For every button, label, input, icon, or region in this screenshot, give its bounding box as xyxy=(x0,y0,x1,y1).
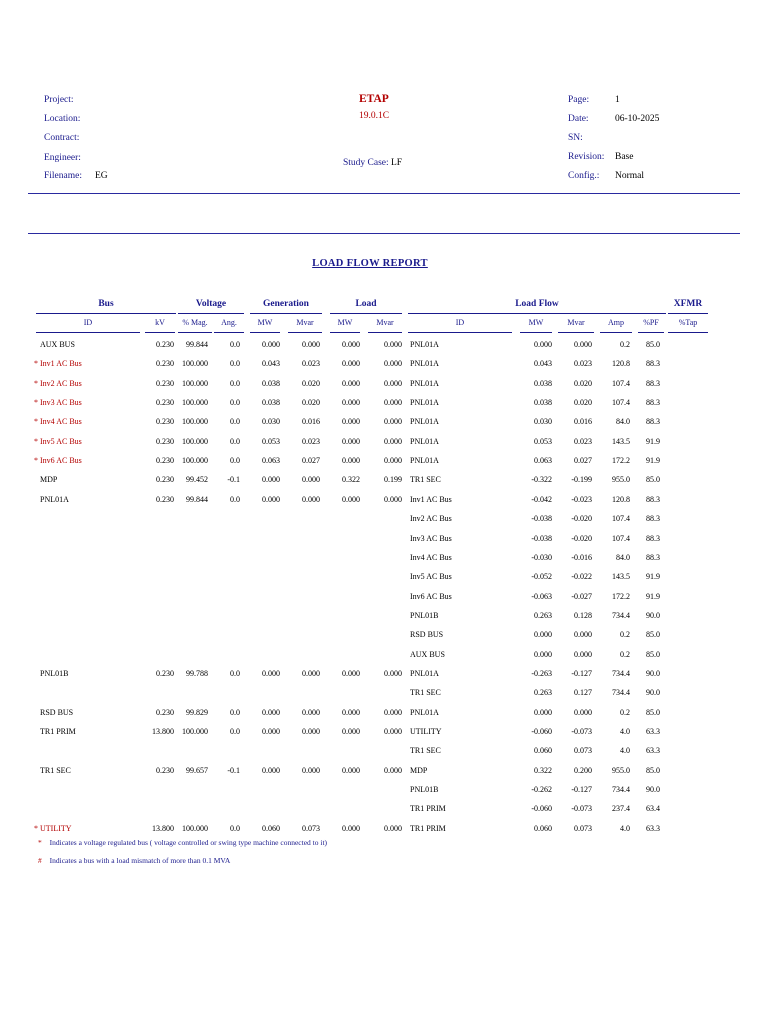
cell-flow-mw: -0.060 xyxy=(531,804,552,814)
group-header-load-flow: Load Flow xyxy=(515,299,559,309)
col-load-mvar: Mvar xyxy=(376,318,394,327)
cell-gen-mvar: 0.000 xyxy=(302,765,320,775)
cell-bus-id: TR1 SEC xyxy=(40,765,71,775)
cell-bus-id: * Inv5 AC Bus xyxy=(34,436,82,446)
cell-kv: 0.230 xyxy=(156,494,174,504)
cell-kv: 0.230 xyxy=(156,707,174,717)
revision-value: Base xyxy=(615,152,634,162)
cell-kv: 0.230 xyxy=(156,417,174,427)
cell-pf: 90.0 xyxy=(646,785,660,795)
cell-mag: 100.000 xyxy=(182,823,208,833)
cell-pf: 85.0 xyxy=(646,340,660,349)
cell-mag: 99.657 xyxy=(186,765,208,775)
cell-load-mw: 0.000 xyxy=(342,417,360,427)
col-kv: kV xyxy=(155,318,165,327)
cell-flow-mw: 0.322 xyxy=(534,765,552,775)
cell-flow-mvar: 0.016 xyxy=(574,417,592,427)
filename-label: Filename: xyxy=(44,171,82,181)
cell-flow-mvar: -0.073 xyxy=(571,804,592,814)
cell-flow-mvar: -0.127 xyxy=(571,668,592,678)
cell-flow-mw: 0.000 xyxy=(534,630,552,640)
cell-amp: 107.4 xyxy=(612,398,630,408)
cell-amp: 107.4 xyxy=(612,378,630,388)
cell-ang: 0.0 xyxy=(230,668,240,678)
cell-load-mw: 0.000 xyxy=(342,398,360,408)
cell-gen-mw: 0.043 xyxy=(262,359,280,369)
cell-amp: 955.0 xyxy=(612,475,630,485)
cell-flow-mvar: 0.000 xyxy=(574,649,592,659)
cell-kv: 0.230 xyxy=(156,359,174,369)
cell-amp: 143.5 xyxy=(612,436,630,446)
col-load-mw: MW xyxy=(337,318,353,327)
col-bus-id: ID xyxy=(83,318,93,327)
cell-gen-mw: 0.000 xyxy=(262,340,280,349)
study-case-label: Study Case: xyxy=(343,158,389,168)
cell-flow-to-id: PNL01A xyxy=(410,668,439,678)
cell-ang: 0.0 xyxy=(230,456,240,466)
cell-pf: 88.3 xyxy=(646,398,660,408)
cell-gen-mw: 0.060 xyxy=(262,823,280,833)
cell-gen-mvar: 0.023 xyxy=(302,436,320,446)
cell-amp: 955.0 xyxy=(612,765,630,775)
cell-flow-mvar: 0.000 xyxy=(574,630,592,640)
cell-load-mvar: 0.000 xyxy=(384,436,402,446)
revision-label: Revision: xyxy=(568,152,605,162)
cell-flow-mvar: -0.020 xyxy=(571,514,592,524)
cell-flow-mw: -0.263 xyxy=(531,668,552,678)
cell-load-mw: 0.000 xyxy=(342,378,360,388)
cell-flow-to-id: AUX BUS xyxy=(410,649,445,659)
cell-flow-mw: 0.038 xyxy=(534,378,552,388)
cell-pf: 85.0 xyxy=(646,649,660,659)
cell-gen-mvar: 0.000 xyxy=(302,494,320,504)
cell-mag: 100.000 xyxy=(182,456,208,466)
cell-flow-to-id: Inv1 AC Bus xyxy=(410,494,452,504)
cell-pf: 90.0 xyxy=(646,610,660,620)
cell-bus-id: PNL01B xyxy=(40,668,69,678)
date-label: Date: xyxy=(568,114,589,124)
cell-flow-to-id: PNL01A xyxy=(410,340,439,349)
cell-ang: -0.1 xyxy=(227,765,240,775)
cell-gen-mw: 0.063 xyxy=(262,456,280,466)
cell-bus-id: * Inv2 AC Bus xyxy=(34,378,82,388)
cell-kv: 13.800 xyxy=(152,823,174,833)
cell-flow-to-id: UTILITY xyxy=(410,727,442,736)
cell-gen-mw: 0.000 xyxy=(262,707,280,717)
cell-load-mw: 0.000 xyxy=(342,494,360,504)
cell-pf: 88.3 xyxy=(646,514,660,524)
cell-kv: 0.230 xyxy=(156,398,174,408)
cell-mag: 99.788 xyxy=(186,668,208,678)
cell-gen-mw: 0.038 xyxy=(262,398,280,408)
cell-flow-mvar: -0.199 xyxy=(571,475,592,485)
group-header-generation: Generation xyxy=(263,299,309,309)
contract-label: Contract: xyxy=(44,133,80,143)
engineer-label: Engineer: xyxy=(44,153,81,163)
cell-flow-mw: 0.263 xyxy=(534,688,552,698)
footnote-voltage-regulated xyxy=(38,838,327,847)
page-value: 1 xyxy=(615,95,620,105)
cell-load-mvar: 0.199 xyxy=(384,475,402,485)
cell-pf: 91.9 xyxy=(646,591,660,601)
cell-load-mw: 0.000 xyxy=(342,707,360,717)
cell-gen-mvar: 0.023 xyxy=(302,359,320,369)
cell-amp: 4.0 xyxy=(620,746,630,756)
cell-flow-mvar: 0.000 xyxy=(574,707,592,717)
cell-pf: 90.0 xyxy=(646,688,660,698)
cell-flow-mw: 0.000 xyxy=(534,707,552,717)
cell-ang: 0.0 xyxy=(230,398,240,408)
cell-load-mw: 0.000 xyxy=(342,668,360,678)
cell-amp: 0.2 xyxy=(620,630,630,640)
cell-flow-to-id: PNL01A xyxy=(410,436,439,446)
cell-load-mw: 0.000 xyxy=(342,727,360,736)
cell-amp: 0.2 xyxy=(620,649,630,659)
cell-flow-mw: -0.322 xyxy=(531,475,552,485)
cell-mag: 100.000 xyxy=(182,727,208,736)
cell-amp: 84.0 xyxy=(616,552,630,562)
cell-flow-to-id: MDP xyxy=(410,765,428,775)
cell-flow-mw: 0.060 xyxy=(534,746,552,756)
cell-amp: 734.4 xyxy=(612,785,630,795)
cell-flow-mvar: -0.022 xyxy=(571,572,592,582)
cell-pf: 88.3 xyxy=(646,359,660,369)
cell-flow-to-id: Inv2 AC Bus xyxy=(410,514,452,524)
cell-load-mw: 0.000 xyxy=(342,823,360,833)
cell-mag: 100.000 xyxy=(182,398,208,408)
cell-flow-to-id: TR1 PRIM xyxy=(410,823,446,833)
cell-bus-id: AUX BUS xyxy=(40,340,75,349)
cell-flow-to-id: TR1 PRIM xyxy=(410,804,446,814)
cell-bus-id: TR1 PRIM xyxy=(40,727,76,736)
cell-flow-mw: 0.263 xyxy=(534,610,552,620)
cell-gen-mw: 0.000 xyxy=(262,727,280,736)
cell-flow-to-id: Inv3 AC Bus xyxy=(410,533,452,543)
cell-flow-mvar: -0.020 xyxy=(571,533,592,543)
cell-pf: 88.3 xyxy=(646,378,660,388)
cell-flow-to-id: TR1 SEC xyxy=(410,746,441,756)
cell-kv: 13.800 xyxy=(152,727,174,736)
col-amp: Amp xyxy=(608,318,624,327)
cell-ang: 0.0 xyxy=(230,417,240,427)
cell-flow-mvar: -0.016 xyxy=(571,552,592,562)
cell-flow-mvar: 0.200 xyxy=(574,765,592,775)
cell-mag: 100.000 xyxy=(182,378,208,388)
cell-bus-id: RSD BUS xyxy=(40,707,74,717)
app-version: 19.0.1C xyxy=(359,111,390,121)
location-label: Location: xyxy=(44,114,81,124)
cell-flow-mvar: 0.023 xyxy=(574,436,592,446)
group-header-xfmr: XFMR xyxy=(673,299,703,309)
col-pf: %PF xyxy=(643,318,659,327)
project-label: Project: xyxy=(44,95,74,105)
cell-flow-to-id: PNL01A xyxy=(410,707,439,717)
cell-bus-id: MDP xyxy=(40,475,58,485)
cell-flow-mw: 0.053 xyxy=(534,436,552,446)
cell-flow-mw: 0.043 xyxy=(534,359,552,369)
cell-amp: 0.2 xyxy=(620,707,630,717)
cell-amp: 4.0 xyxy=(620,823,630,833)
cell-load-mw: 0.000 xyxy=(342,765,360,775)
cell-load-mw: 0.000 xyxy=(342,359,360,369)
footnote-load-mismatch xyxy=(38,856,230,865)
cell-flow-mw: -0.262 xyxy=(531,785,552,795)
cell-ang: 0.0 xyxy=(230,823,240,833)
cell-flow-mvar: -0.127 xyxy=(571,785,592,795)
cell-flow-mvar: -0.073 xyxy=(571,727,592,736)
cell-gen-mvar: 0.000 xyxy=(302,668,320,678)
cell-flow-to-id: TR1 SEC xyxy=(410,475,441,485)
cell-flow-mvar: 0.023 xyxy=(574,359,592,369)
group-header-bus: Bus xyxy=(98,299,114,309)
group-header-voltage: Voltage xyxy=(195,299,227,309)
cell-flow-mvar: -0.023 xyxy=(571,494,592,504)
col-lf-id: ID xyxy=(455,318,465,327)
cell-kv: 0.230 xyxy=(156,378,174,388)
cell-amp: 107.4 xyxy=(612,514,630,524)
cell-flow-mvar: 0.020 xyxy=(574,398,592,408)
cell-bus-id: * Inv4 AC Bus xyxy=(34,417,82,427)
cell-kv: 0.230 xyxy=(156,340,174,349)
cell-pf: 91.9 xyxy=(646,456,660,466)
cell-flow-to-id: PNL01B xyxy=(410,785,439,795)
cell-flow-mw: 0.000 xyxy=(534,649,552,659)
cell-mag: 100.000 xyxy=(182,359,208,369)
cell-gen-mw: 0.000 xyxy=(262,475,280,485)
cell-flow-mw: -0.042 xyxy=(531,494,552,504)
footnote-mark: * xyxy=(38,838,42,847)
cell-load-mvar: 0.000 xyxy=(384,359,402,369)
cell-ang: 0.0 xyxy=(230,707,240,717)
cell-pf: 63.4 xyxy=(646,804,660,814)
cell-flow-mw: -0.038 xyxy=(531,514,552,524)
study-case-value: LF xyxy=(391,158,403,168)
cell-load-mvar: 0.000 xyxy=(384,668,402,678)
config-value: Normal xyxy=(615,171,645,181)
cell-gen-mvar: 0.000 xyxy=(302,707,320,717)
cell-load-mw: 0.322 xyxy=(342,475,360,485)
cell-load-mvar: 0.000 xyxy=(384,456,402,466)
cell-flow-to-id: Inv6 AC Bus xyxy=(410,591,452,601)
cell-gen-mw: 0.000 xyxy=(262,765,280,775)
cell-amp: 734.4 xyxy=(612,610,630,620)
cell-flow-to-id: PNL01A xyxy=(410,417,439,427)
page-label: Page: xyxy=(568,95,590,105)
cell-gen-mvar: 0.073 xyxy=(302,823,320,833)
cell-flow-to-id: Inv4 AC Bus xyxy=(410,552,452,562)
cell-flow-mw: -0.063 xyxy=(531,591,552,601)
cell-gen-mw: 0.000 xyxy=(262,668,280,678)
footnote-text: Indicates a bus with a load mismatch of more than 0.1 MVA xyxy=(49,856,231,865)
cell-flow-mvar: -0.027 xyxy=(571,591,592,601)
cell-load-mvar: 0.000 xyxy=(384,765,402,775)
cell-amp: 172.2 xyxy=(612,456,630,466)
cell-flow-to-id: PNL01A xyxy=(410,359,439,369)
cell-gen-mvar: 0.027 xyxy=(302,456,320,466)
col-lf-mvar: Mvar xyxy=(567,318,585,327)
footnote-text: Indicates a voltage regulated bus ( voltage controlled or swing type machine connected to it) xyxy=(49,838,328,847)
cell-pf: 63.3 xyxy=(646,746,660,756)
cell-ang: 0.0 xyxy=(230,359,240,369)
cell-flow-mvar: 0.128 xyxy=(574,610,592,620)
cell-load-mw: 0.000 xyxy=(342,340,360,349)
cell-mag: 99.844 xyxy=(186,494,208,504)
cell-pf: 63.3 xyxy=(646,823,660,833)
cell-amp: 4.0 xyxy=(620,727,630,736)
cell-load-mw: 0.000 xyxy=(342,436,360,446)
cell-amp: 120.8 xyxy=(612,359,630,369)
footnote-mark: # xyxy=(38,856,42,865)
cell-gen-mvar: 0.000 xyxy=(302,340,320,349)
cell-flow-mw: 0.030 xyxy=(534,417,552,427)
cell-pf: 91.9 xyxy=(646,572,660,582)
cell-flow-mvar: 0.127 xyxy=(574,688,592,698)
cell-flow-mvar: 0.000 xyxy=(574,340,592,349)
cell-amp: 172.2 xyxy=(612,591,630,601)
cell-flow-to-id: RSD BUS xyxy=(410,630,444,640)
filename-value: EG xyxy=(95,171,108,181)
cell-gen-mvar: 0.016 xyxy=(302,417,320,427)
cell-pf: 91.9 xyxy=(646,436,660,446)
cell-ang: 0.0 xyxy=(230,436,240,446)
col-mag: % Mag. xyxy=(182,318,208,327)
group-header-load: Load xyxy=(355,299,377,309)
cell-amp: 107.4 xyxy=(612,533,630,543)
cell-pf: 85.0 xyxy=(646,475,660,485)
date-value: 06-10-2025 xyxy=(615,114,660,124)
cell-bus-id: PNL01A xyxy=(40,494,69,504)
cell-flow-mw: -0.030 xyxy=(531,552,552,562)
col-gen-mvar: Mvar xyxy=(296,318,314,327)
cell-flow-mw: -0.052 xyxy=(531,572,552,582)
col-gen-mw: MW xyxy=(257,318,273,327)
cell-load-mvar: 0.000 xyxy=(384,823,402,833)
cell-bus-id: * UTILITY xyxy=(34,823,72,833)
cell-pf: 85.0 xyxy=(646,765,660,775)
cell-pf: 90.0 xyxy=(646,668,660,678)
cell-amp: 120.8 xyxy=(612,494,630,504)
cell-gen-mw: 0.030 xyxy=(262,417,280,427)
cell-flow-to-id: PNL01A xyxy=(410,398,439,408)
cell-pf: 63.3 xyxy=(646,727,660,736)
cell-pf: 88.3 xyxy=(646,494,660,504)
cell-gen-mvar: 0.000 xyxy=(302,727,320,736)
cell-gen-mw: 0.000 xyxy=(262,494,280,504)
cell-mag: 100.000 xyxy=(182,436,208,446)
cell-bus-id: * Inv6 AC Bus xyxy=(34,456,82,466)
cell-flow-mvar: 0.073 xyxy=(574,746,592,756)
cell-pf: 88.3 xyxy=(646,533,660,543)
cell-load-mvar: 0.000 xyxy=(384,378,402,388)
cell-pf: 85.0 xyxy=(646,707,660,717)
cell-flow-mw: -0.038 xyxy=(531,533,552,543)
cell-gen-mvar: 0.000 xyxy=(302,475,320,485)
cell-mag: 100.000 xyxy=(182,417,208,427)
cell-gen-mvar: 0.020 xyxy=(302,378,320,388)
cell-load-mvar: 0.000 xyxy=(384,494,402,504)
cell-flow-mvar: 0.073 xyxy=(574,823,592,833)
col-lf-mw: MW xyxy=(528,318,544,327)
cell-ang: -0.1 xyxy=(227,475,240,485)
cell-flow-to-id: PNL01A xyxy=(410,456,439,466)
cell-amp: 0.2 xyxy=(620,340,630,349)
cell-ang: 0.0 xyxy=(230,494,240,504)
cell-ang: 0.0 xyxy=(230,727,240,736)
cell-flow-to-id: TR1 SEC xyxy=(410,688,441,698)
cell-flow-mw: 0.038 xyxy=(534,398,552,408)
cell-pf: 85.0 xyxy=(646,630,660,640)
cell-mag: 99.829 xyxy=(186,707,208,717)
report-title: LOAD FLOW REPORT xyxy=(312,258,428,269)
cell-amp: 237.4 xyxy=(612,804,630,814)
cell-flow-mw: 0.000 xyxy=(534,340,552,349)
cell-flow-mw: 0.060 xyxy=(534,823,552,833)
cell-load-mvar: 0.000 xyxy=(384,417,402,427)
cell-kv: 0.230 xyxy=(156,456,174,466)
cell-kv: 0.230 xyxy=(156,668,174,678)
cell-kv: 0.230 xyxy=(156,475,174,485)
cell-ang: 0.0 xyxy=(230,378,240,388)
cell-flow-mvar: 0.027 xyxy=(574,456,592,466)
cell-load-mvar: 0.000 xyxy=(384,707,402,717)
cell-flow-mw: 0.063 xyxy=(534,456,552,466)
cell-load-mvar: 0.000 xyxy=(384,727,402,736)
cell-mag: 99.844 xyxy=(186,340,208,349)
col-tap: %Tap xyxy=(678,318,698,327)
app-name: ETAP xyxy=(359,93,389,105)
cell-gen-mw: 0.053 xyxy=(262,436,280,446)
cell-bus-id: * Inv1 AC Bus xyxy=(34,359,82,369)
cell-amp: 143.5 xyxy=(612,572,630,582)
cell-load-mvar: 0.000 xyxy=(384,398,402,408)
cell-amp: 84.0 xyxy=(616,417,630,427)
cell-gen-mvar: 0.020 xyxy=(302,398,320,408)
cell-flow-to-id: PNL01B xyxy=(410,610,439,620)
cell-ang: 0.0 xyxy=(230,340,240,349)
config-label: Config.: xyxy=(568,171,600,181)
cell-flow-to-id: PNL01A xyxy=(410,378,439,388)
cell-load-mw: 0.000 xyxy=(342,456,360,466)
cell-amp: 734.4 xyxy=(612,688,630,698)
cell-bus-id: * Inv3 AC Bus xyxy=(34,398,82,408)
cell-flow-mvar: 0.020 xyxy=(574,378,592,388)
cell-kv: 0.230 xyxy=(156,765,174,775)
col-ang: Ang. xyxy=(221,318,237,327)
cell-gen-mw: 0.038 xyxy=(262,378,280,388)
cell-flow-mw: -0.060 xyxy=(531,727,552,736)
sn-label: SN: xyxy=(568,133,583,143)
cell-flow-to-id: Inv5 AC Bus xyxy=(410,572,452,582)
cell-kv: 0.230 xyxy=(156,436,174,446)
cell-amp: 734.4 xyxy=(612,668,630,678)
cell-pf: 88.3 xyxy=(646,417,660,427)
cell-load-mvar: 0.000 xyxy=(384,340,402,349)
cell-mag: 99.452 xyxy=(186,475,208,485)
cell-pf: 88.3 xyxy=(646,552,660,562)
